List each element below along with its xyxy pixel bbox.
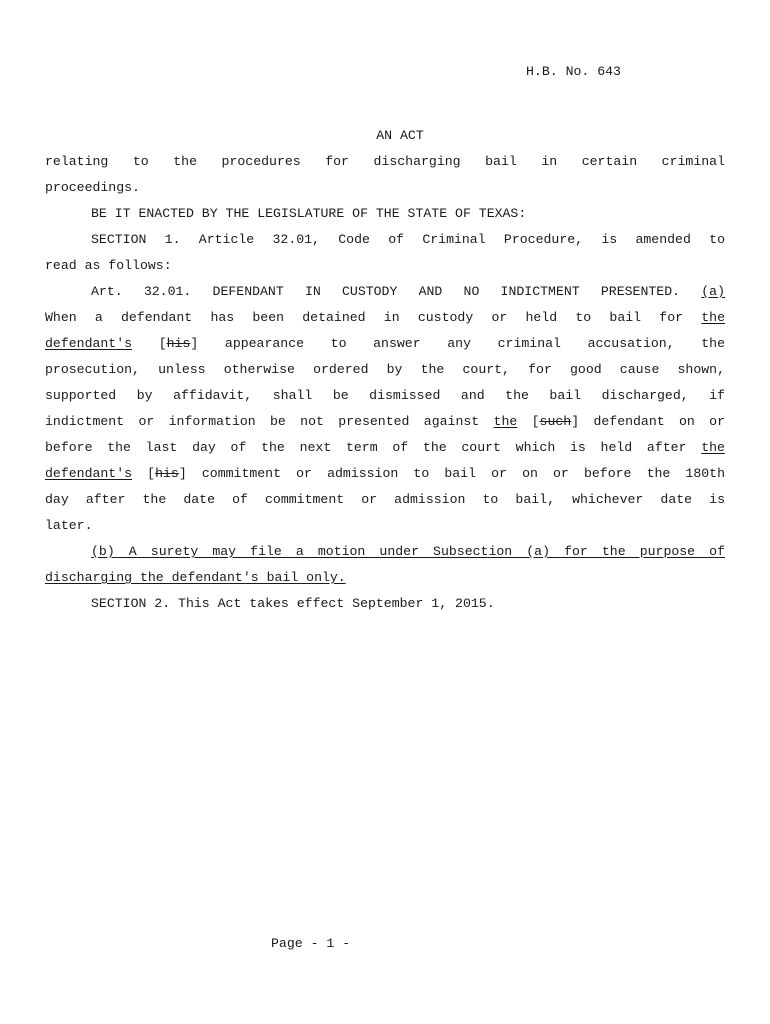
article-line: later. — [45, 518, 93, 533]
article-heading: Art. 32.01. DEFENDANT IN CUSTODY AND NO INDICTMENT PRESENTED. — [91, 284, 681, 299]
article-line: defendant's [his] appearance to answer any criminal accusation, the — [45, 336, 725, 351]
caption-line: relating to the procedures for discharging bail in certain criminal — [45, 154, 725, 169]
section-1-line: read as follows: — [45, 258, 172, 273]
page-number: Page - 1 - — [271, 936, 351, 951]
added-text: (a) — [701, 284, 725, 299]
added-text: defendant's — [45, 466, 133, 481]
article-line: indictment or information be not presented against the [such] defendant on or — [45, 414, 725, 429]
subsection-b-line — [91, 544, 725, 562]
deleted-text: such — [539, 414, 572, 429]
deleted-text: his — [155, 466, 179, 481]
subsection-b-line — [45, 570, 725, 588]
article-line: prosecution, unless otherwise ordered by the court, for good cause shown, — [45, 362, 725, 377]
act-title: AN ACT — [376, 128, 424, 143]
added-text: discharging the defendant's bail only. — [45, 570, 346, 585]
article-line: defendant's [his] commitment or admission to bail or on or before the 180th — [45, 466, 725, 481]
added-text: (b) A surety may file a motion under Subsection (a) for the purpose of — [91, 544, 725, 559]
article-line: day after the date of commitment or admission to bail, whichever date is — [45, 492, 725, 507]
article-heading-line — [91, 284, 725, 302]
added-text: defendant's — [45, 336, 133, 351]
deleted-text: his — [166, 336, 191, 351]
bill-number: H.B. No. 643 — [526, 64, 621, 79]
enacting-clause: BE IT ENACTED BY THE LEGISLATURE OF THE STATE OF TEXAS: — [91, 206, 527, 221]
added-text: the — [493, 414, 518, 429]
article-line: supported by affidavit, shall be dismissed and the bail discharged, if — [45, 388, 725, 403]
section-2: SECTION 2. This Act takes effect September 1, 2015. — [91, 596, 495, 611]
article-line: before the last day of the next term of the court which is held after the — [45, 440, 725, 455]
section-1-line: SECTION 1. Article 32.01, Code of Criminal Procedure, is amended to — [91, 232, 725, 247]
added-text: the — [701, 440, 725, 455]
caption-line: proceedings. — [45, 180, 140, 195]
added-text: the — [701, 310, 725, 325]
article-line: When a defendant has been detained in custody or held to bail for the — [45, 310, 725, 325]
